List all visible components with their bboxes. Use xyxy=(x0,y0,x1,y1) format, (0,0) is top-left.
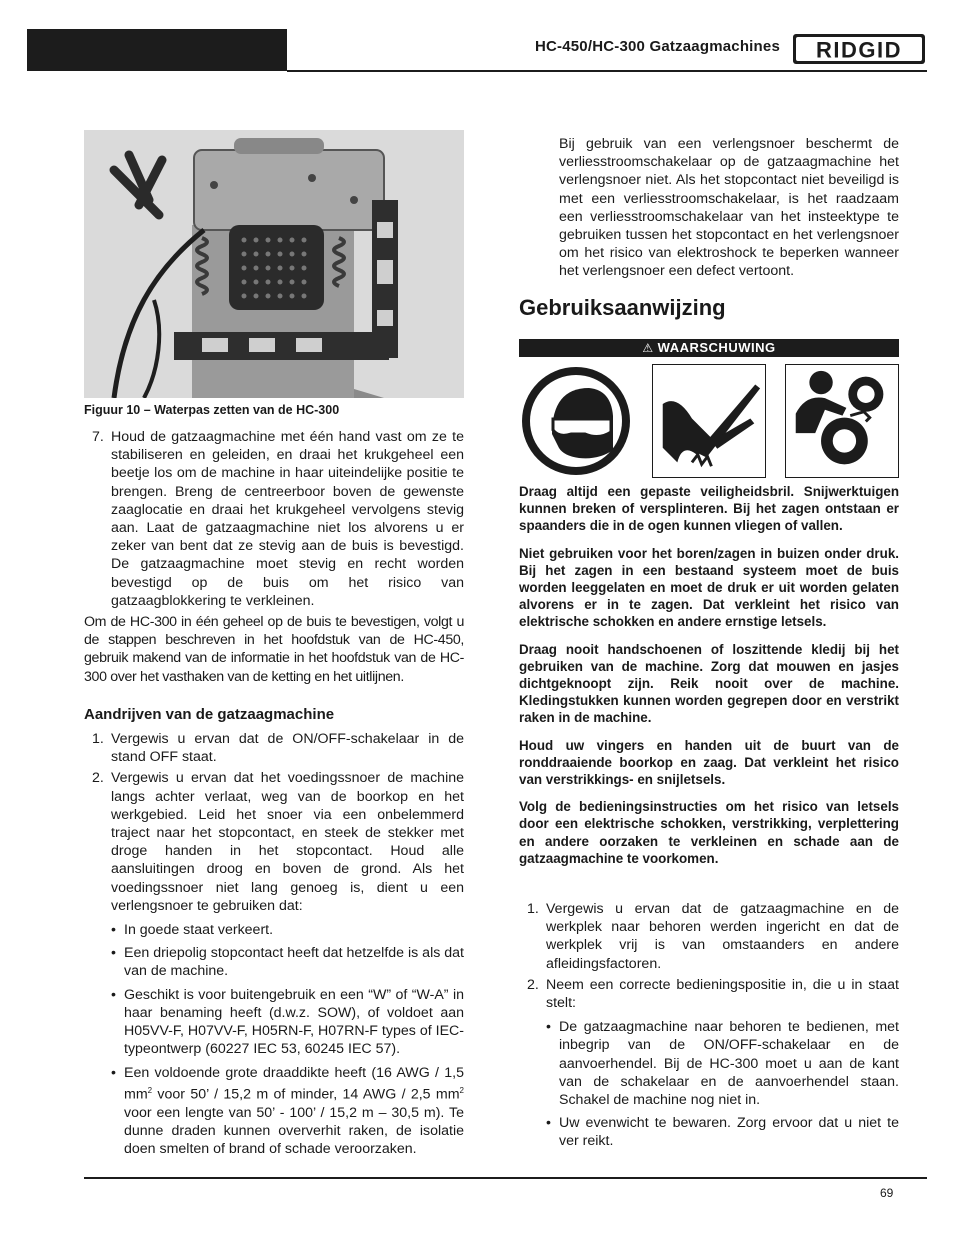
cord-requirements-list xyxy=(111,921,464,1158)
bullet-text-c: voor een lengte van 50’ - 100’ / 15,2 m – 30,5 m). Te dunne draden kunnen oververhit raken, de isolatie doen smelten of brand of schade veroorzaken. xyxy=(124,1104,464,1158)
warning-paragraph: Draag nooit handschoenen of loszittende kledij bij het gebruiken van de machine. Zorg dat mouwen en jasjes dichtgeknoopt zijn. Reik nooit over de machine. Kledingstukken kunnen worden gegrepen door en verstrikt raken in de machine. xyxy=(519,641,899,726)
bullet-item: • Uw evenwicht te bewaren. Zorg ervoor dat u niet te ver reikt. xyxy=(546,1114,899,1150)
safety-glasses-icon xyxy=(519,364,633,478)
step-7 xyxy=(84,428,464,610)
drive-step-list xyxy=(84,730,464,1158)
figure-photo xyxy=(84,130,464,398)
step-text: Neem een correcte bedieningspositie in, die u in staat stelt: xyxy=(546,976,899,1012)
hc300-paragraph: Om de HC-300 in één geheel op de buis te bevestigen, volgt u de stappen beschreven in het hoofdstuk van de HC-450, gebruik makend van de informatie in het hoofdstuk van de HC-300 over het vasthaken van de ketting en het uitlijnen. xyxy=(84,614,464,685)
step-number: 2. xyxy=(527,976,539,993)
figure-caption: Figuur 10 – Waterpas zetten van de HC-300 xyxy=(84,403,340,417)
ridgid-logo xyxy=(793,34,925,64)
step-text: Vergewis u ervan dat de gatzaagmachine en de werkplek naar behoren werden ingericht en dat de werkplek vrij is van omstaanders en andere afleidingsfactoren. xyxy=(546,901,899,972)
warning-paragraph: Niet gebruiken voor het boren/zagen in buizen onder druk. Bij het zagen in een bestaand systeem moet de buis worden leeggelaten en moet de druk er uit worden gelaten alvorens er in te zagen. Dat verkleint het risico van elektrische schokken en andere ernstige letsels. xyxy=(519,545,899,630)
step-text: Vergewis u ervan dat de ON/OFF-schakelaar in de stand OFF staat. xyxy=(111,731,464,766)
sharp-blade-hand-icon xyxy=(652,364,766,478)
drive-step-1 xyxy=(84,730,464,766)
operation-step-2 xyxy=(519,976,899,1151)
step-number: 2. xyxy=(92,770,104,787)
page-number: 69 xyxy=(880,1186,894,1200)
intro-paragraph: Bij gebruik van een verlengsnoer beschermt de verliesstroomschakelaar op de gatzaagmachine het verlengsnoer niet. Als het stopcontact niet beveiligd is met een verliesstroomschakelaar, is het raadzaam een verliesstroomschakelaar van het insteektype te gebruiken tussen het stopcontact en het verlengsnoer om het risico van elektroshock te beperken wanneer het verlengsnoer een defect vertoont. xyxy=(559,136,899,280)
step-list-continued xyxy=(84,428,464,610)
warning-paragraph: Volg de bedieningsinstructies om het risico van letsels door een elektrische schokken, verstrikking, verplettering en andere oorzaken te verkleinen en schade aan de gatzaagmachine te voorkomen. xyxy=(519,799,899,866)
logo-text: RIDGID xyxy=(816,37,902,63)
bullet-item: • Een driepolig stopcontact heeft dat hetzelfde is als dat van de machine. xyxy=(111,944,464,980)
step-text: Houd de gatzaagmachine met één hand vast om ze te stabiliseren en geleiden, en draai het krukgeheel een beetje los om de machine in haar uiteindelijke positie te brengen. Breng de centreerboor boven de gewenste zaaglocatie en draai het krukgeheel vervolgens stevig aan. Laat de gatzaagmachine niet los alvorens u er zeker van bent dat ze stevig aan de buis is bevestigd. De gatzaagmachine moet stevig en recht worden bevestigd op de buis om het risico van gatzaagblokkering te verkleinen. xyxy=(111,429,464,609)
header-black-bar xyxy=(27,29,287,71)
left-column xyxy=(84,428,464,1163)
header-rule xyxy=(287,70,927,72)
superscript: 2 xyxy=(147,1085,153,1095)
step-number: 1. xyxy=(527,901,539,917)
warning-bar xyxy=(519,339,899,357)
footer-rule xyxy=(84,1177,927,1179)
bullet-item: • In goede staat verkeert. xyxy=(111,921,464,939)
section-title: Gebruiksaanwijzing xyxy=(519,295,726,320)
right-intro xyxy=(519,135,899,281)
warning-triangle-icon: ⚠ xyxy=(642,341,654,355)
bullet-text-b: voor 50’ / 15,2 m of minder, 14 AWG / 2,5 mm xyxy=(152,1086,460,1103)
operation-position-list xyxy=(546,1018,899,1150)
step-number: 7. xyxy=(92,429,104,445)
operation-step-1 xyxy=(519,900,899,973)
step-number: 1. xyxy=(92,731,104,748)
entanglement-gear-icon xyxy=(785,364,899,478)
warning-paragraph: Houd uw vingers en handen uit de buurt van de ronddraaiende boorkop en zaag. Dat verkleint het risico van verstrikkings- en snijletsels. xyxy=(519,737,899,788)
bullet-text-a: Een voldoende grote draaddikte heeft (16 AWG / 1,5 mm xyxy=(124,1064,464,1103)
warning-paragraph: Draag altijd een gepaste veiligheidsbril. Snijwerktuigen kunnen breken of versplinteren. Bij het zagen ontstaan er spaanders die in de ogen kunnen vliegen of vallen. xyxy=(519,484,899,534)
bullet-item: • De gatzaagmachine naar behoren te bedienen, met inbegrip van de ON/OFF-schakelaar en de aanvoerhendel. Bij de HC-300 moet u aan de kant van de schakelaar en de aanvoerhendel staan. Schakel de machine nog niet in. xyxy=(546,1018,899,1109)
bullet-item-wire-gauge xyxy=(111,1064,464,1159)
step-text: Vergewis u ervan dat het voedingssnoer de machine langs achter verlaat, weg van de boorkop en het werkgebied. Leid het snoer via een onbelemmerd traject naar het stopcontact, en steek de stekker met droge handen in het stopcontact. Houd alle aansluitingen droog en boven de grond. Als het voedingssnoer niet lang genoeg is, dient u een verlengsnoer te gebruiken dat: xyxy=(111,770,464,914)
bullet-item: • Geschikt is voor buitengebruik en een “W” of “W-A” in haar benaming heeft (d.w.z. SOW), of voldoet aan H05VV-F, H07VV-F, H05RN-F, H07RN-F types of IEC-typeontwerp (60227 IEC 53, 60245 IEC 57). xyxy=(111,986,464,1059)
header-title: HC-450/HC-300 Gatzaagmachines xyxy=(534,38,780,55)
safety-icons xyxy=(519,364,899,478)
subheading-drive: Aandrijven van de gatzaagmachine xyxy=(84,705,335,723)
superscript: 2 xyxy=(459,1085,464,1095)
warning-label: WAARSCHUWING xyxy=(657,340,776,355)
operation-steps xyxy=(519,900,899,1156)
operation-step-list xyxy=(519,900,899,1151)
drive-step-2 xyxy=(84,769,464,1158)
warning-text-block xyxy=(519,483,899,877)
